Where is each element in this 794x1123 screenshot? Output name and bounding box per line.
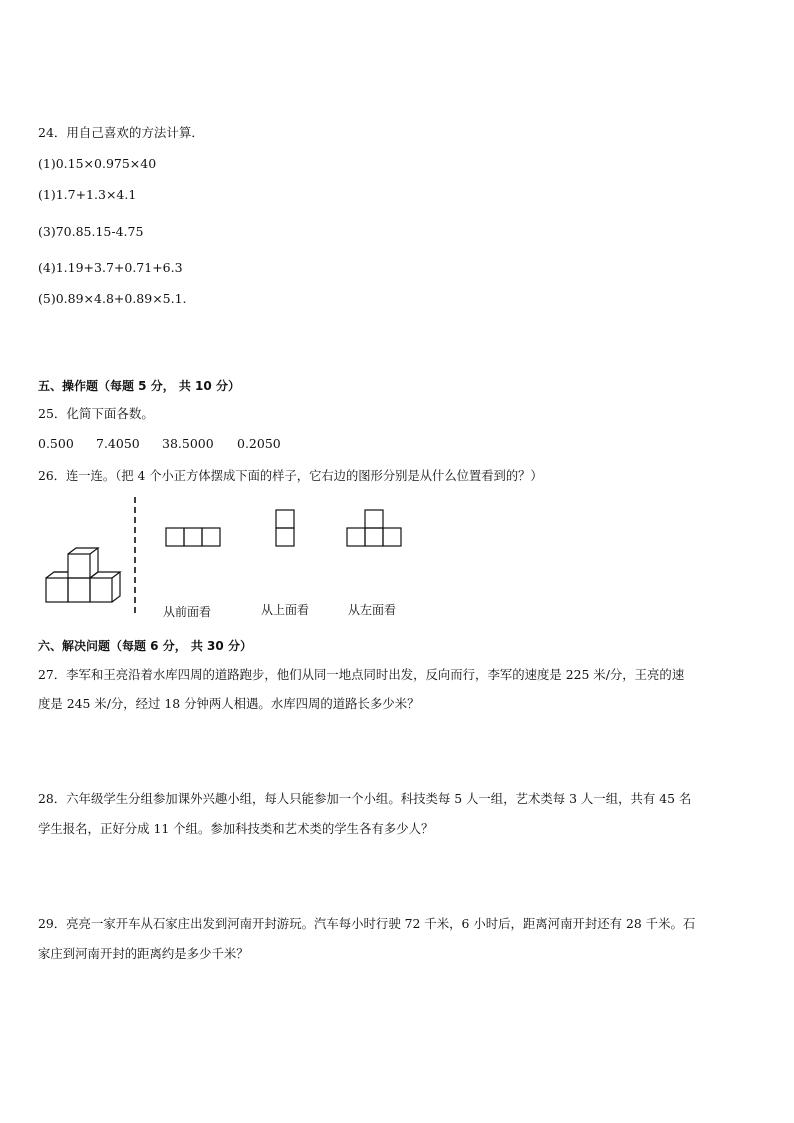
section-6-heading: 六、解决问题（每题 6 分， 共 30 分） [38,639,252,653]
caption-top-view: 从上面看 [261,603,310,617]
q24-title: 24．用自己喜欢的方法计算． [38,125,204,140]
q26-title: 26．连一连。（把 4 个小正方体摆成下面的样子，它右边的图形分别是从什么位置看到的？） [38,469,543,483]
q24-item-1: (1)0.15×0.975×40 [38,156,157,171]
top-view-figure [275,509,295,547]
q27-line-1: 27．李军和王亮沿着水库四周的道路跑步，他们从同一地点同时出发，反向而行，李军的速度是 225 米/分，王亮的速 [38,667,685,682]
q27-line-2: 度是 245 米/分，经过 18 分钟两人相遇。水库四周的道路长多少米？ [38,696,420,711]
q24-item-4: (4)1.19+3.7+0.71+6.3 [38,260,183,275]
q28-line-1: 28．六年级学生分组参加课外兴趣小组，每人只能参加一个小组。科技类每 5 人一组，艺术类每 3 人一组，共有 45 名 [38,791,692,806]
q25-value-1: 0.500 [38,436,74,451]
q25-value-2: 7.4050 [96,436,140,451]
dashed-divider [133,497,137,617]
q24-item-2: (1)1.7+1.3×4.1 [38,187,137,202]
q25-value-4: 0.2050 [237,436,281,451]
q24-item-5: (5)0.89×4.8+0.89×5.1. [38,291,187,306]
front-view-figure [165,527,221,547]
q24-item-3: (3)70.85.15-4.75 [38,224,144,239]
cube-stack-figure [44,546,126,606]
left-view-figure [346,509,402,547]
q25-values [38,438,338,452]
q29-line-1: 29．亮亮一家开车从石家庄出发到河南开封游玩。汽车每小时行驶 72 千米，6 小时后，距离河南开封还有 28 千米。石 [38,916,696,931]
q25-title: 25．化简下面各数。 [38,406,154,421]
q25-value-3: 38.5000 [162,436,214,451]
caption-front-view: 从前面看 [163,605,212,619]
q28-line-2: 学生报名，正好分成 11 个组。参加科技类和艺术类的学生各有多少人？ [38,821,434,836]
section-5-heading: 五、操作题（每题 5 分， 共 10 分） [38,379,240,393]
q29-line-2: 家庄到河南开封的距离约是多少千米？ [38,946,249,961]
caption-left-view: 从左面看 [348,603,397,617]
